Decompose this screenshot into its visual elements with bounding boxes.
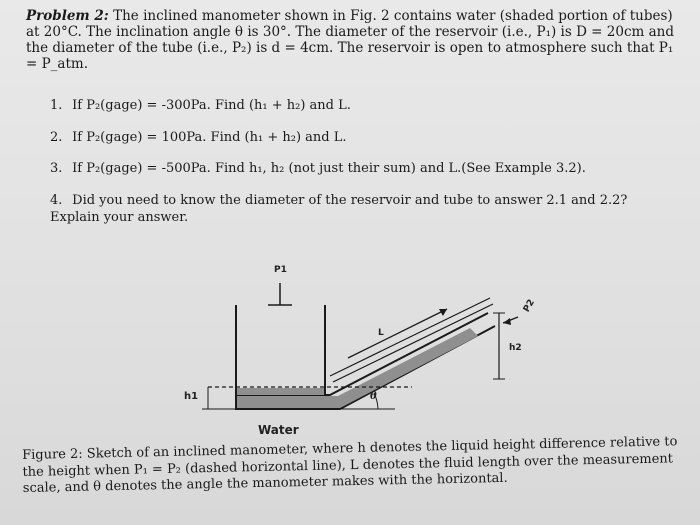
tube-water: [237, 328, 478, 408]
question-item: [50, 98, 351, 113]
question-number: 1.: [50, 98, 63, 113]
question-item: [50, 161, 586, 176]
water-label: Water: [258, 423, 299, 437]
reservoir-wall: [236, 305, 325, 395]
question-text: If P₂(gage) = 100Pa. Find (h₁ + h₂) and L.: [72, 130, 347, 145]
figure-caption: Figure 2: Sketch of an inclined manometer, where h denotes the liquid height difference relative to the height when P₁ = P₂ (dashed horizontal line), L denotes the fluid length over the measurement scale, and θ denotes the angle the manometer makes with the horizontal.: [22, 434, 678, 496]
problem-statement: [26, 8, 676, 72]
question-number: 3.: [50, 161, 63, 176]
question-text: If P₂(gage) = -300Pa. Find (h₁ + h₂) and L.: [72, 98, 351, 113]
manometer-diagram: [0, 243, 700, 448]
question-number: 4.: [50, 193, 63, 208]
problem-label: Problem 2:: [26, 8, 109, 24]
question-text: If P₂(gage) = -500Pa. Find h₁, h₂ (not just their sum) and L.(See Example 3.2).: [72, 161, 586, 176]
question-text: Did you need to know the diameter of the reservoir and tube to answer 2.1 and 2.2? Explain your answer.: [50, 193, 628, 225]
theta-label: θ: [370, 391, 377, 402]
tube-outline-top: [325, 313, 488, 395]
manometer-figure: [0, 243, 700, 448]
p2-label: P2: [521, 297, 537, 315]
l-label: L: [378, 328, 384, 338]
problem-text: The inclined manometer shown in Fig. 2 contains water (shaded portion of tubes) at 20°C. The inclination angle θ is 30°. The diameter of the reservoir (i.e., P₁) is D = 20cm and the diameter of the tube (i.e., P₂) is d = 4cm. The reservoir is open to atmosphere such that P₁ = P_atm.: [26, 8, 675, 72]
h1-label: h1: [184, 391, 199, 402]
question-item: [50, 192, 660, 226]
reservoir-water: [237, 388, 324, 395]
h2-label: h2: [509, 343, 522, 353]
p1-label: P1: [274, 265, 287, 275]
question-number: 2.: [50, 130, 63, 145]
question-item: [50, 130, 347, 145]
